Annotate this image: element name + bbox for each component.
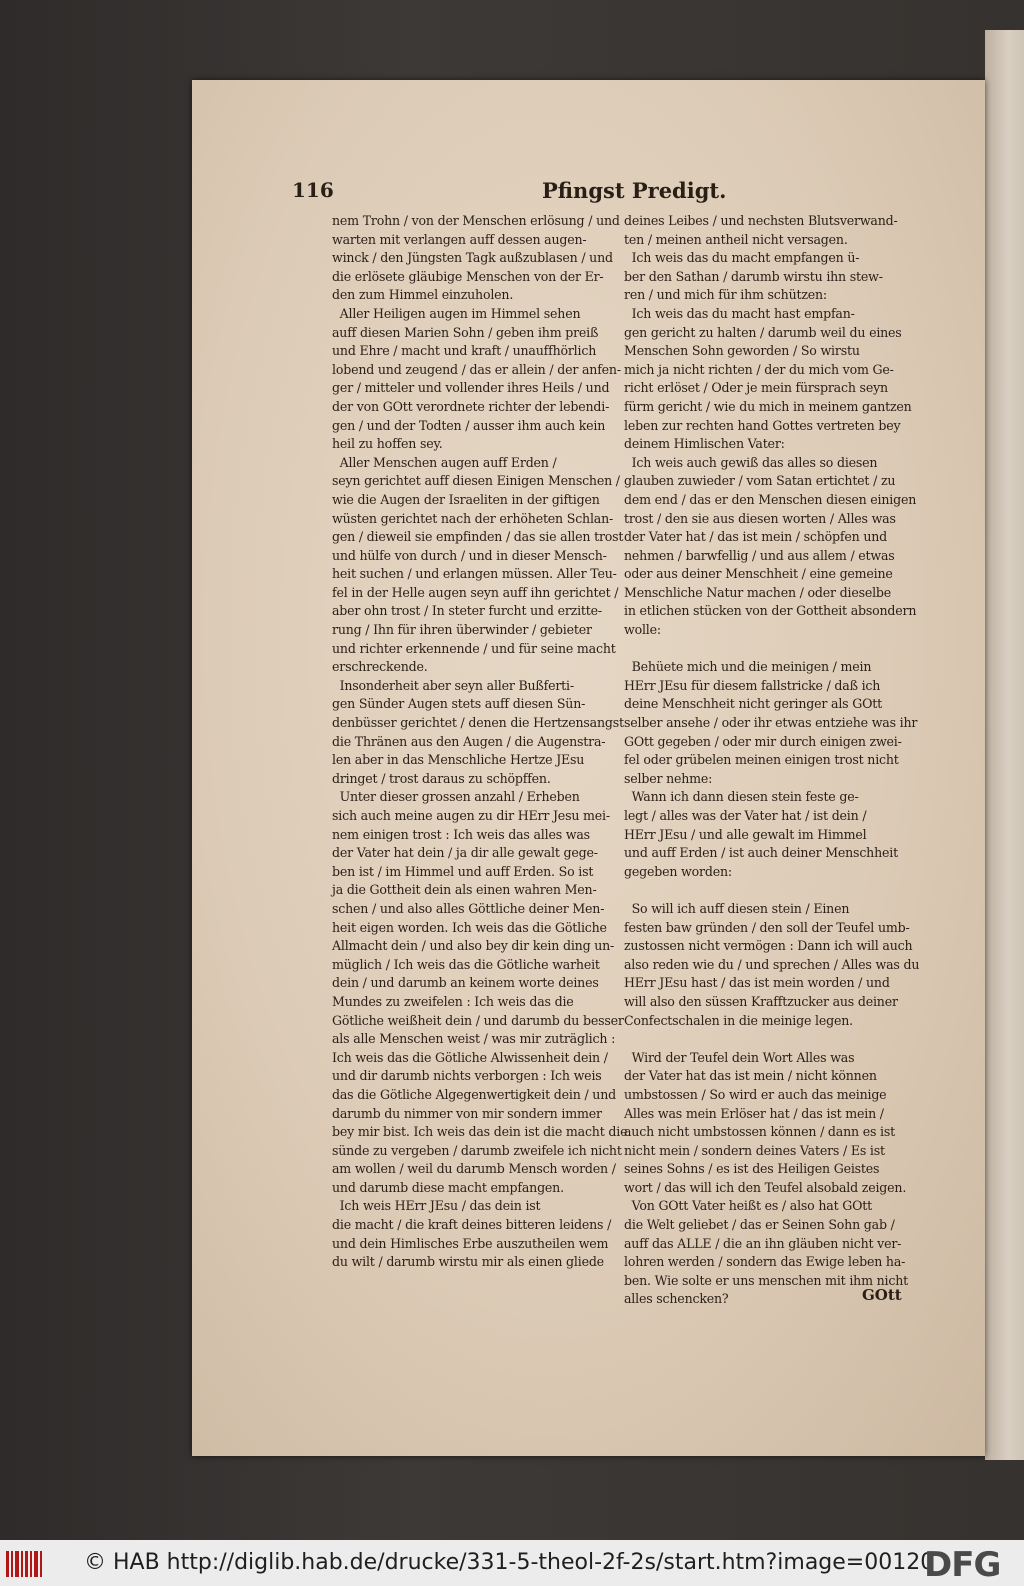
text-line: selber nehme: (624, 770, 713, 786)
text-line: du wilt / darumb wirstu mir als einen gliede (332, 1254, 604, 1270)
text-line: Allmacht dein / und also bey dir kein ding un- (332, 938, 615, 954)
text-line: Ich weis das du macht empfangen ü- (624, 250, 860, 266)
text-line: Ich weis HErr JEsu / das dein ist (332, 1198, 541, 1214)
text-line: und darumb diese macht empfangen. (332, 1179, 564, 1195)
text-line: das die Götliche Algegenwertigkeit dein / und (332, 1086, 616, 1102)
text-line: die erlösete gläubige Menschen von der Er- (332, 268, 604, 284)
text-line: denbüsser gerichtet / denen die Hertzensangst (332, 715, 624, 731)
text-line: wüsten gerichtet nach der erhöheten Schlan- (332, 510, 614, 526)
text-line: festen baw gründen / den soll der Teufel umb- (624, 919, 910, 935)
text-line: ren / und mich für ihm schützen: (624, 287, 827, 303)
text-line: die Welt geliebet / das er Seinen Sohn gab / (624, 1217, 895, 1233)
footer-credit-link[interactable]: © HAB http://diglib.hab.de/drucke/331-5-theol-2f-2s/start.htm?image=00120 (84, 1550, 935, 1575)
text-line: heit suchen / und erlangen müssen. Aller Teu- (332, 566, 617, 582)
text-line: schen / und also alles Göttliche deiner Men- (332, 900, 605, 916)
text-line: seines Sohns / es ist des Heiligen Geistes (624, 1161, 880, 1177)
text-line: dringet / trost daraus zu schöpffen. (332, 770, 551, 786)
text-line: Wird der Teufel dein Wort Alles was (624, 1049, 855, 1065)
text-line: und hülfe von durch / und in dieser Mensch- (332, 547, 607, 563)
text-line: der Vater hat das ist mein / nicht können (624, 1068, 877, 1084)
text-line: müglich / Ich weis das die Götliche warheit (332, 956, 600, 972)
next-page-edge (985, 30, 1024, 1460)
text-line: auch nicht umbstossen können / dann es ist (624, 1124, 895, 1140)
text-line: Ich weis das die Götliche Alwissenheit dein / (332, 1049, 608, 1065)
text-line: selber ansehe / oder ihr etwas entziehe was ihr (624, 715, 918, 731)
text-line: fürm gericht / wie du mich in meinem gantzen (624, 398, 912, 414)
text-line: will also den süssen Krafftzucker aus deiner (624, 993, 898, 1009)
text-line: Götliche weißheit dein / und darumb du besser (332, 1012, 624, 1028)
text-line: wie die Augen der Israeliten in der giftigen (332, 491, 600, 507)
text-line: als alle Menschen weist / was mir zuträglich : (332, 1031, 616, 1047)
text-line: nehmen / barwfellig / und aus allem / etwas (624, 547, 895, 563)
text-line: ben. Wie solte er uns menschen mit ihm nicht (624, 1272, 908, 1288)
barcode-icon (6, 1551, 44, 1577)
text-line: warten mit verlangen auff dessen augen- (332, 231, 587, 247)
text-line: deine Menschheit nicht geringer als GOtt (624, 696, 882, 712)
text-line (624, 1030, 906, 1049)
text-line: die Thränen aus den Augen / die Augenstra- (332, 733, 606, 749)
text-line: nem Trohn / von der Menschen erlösung / und (332, 213, 620, 228)
text-line: in etlichen stücken von der Gottheit absondern (624, 603, 917, 619)
text-line: gen Sünder Augen stets auff diesen Sün- (332, 696, 586, 712)
text-line (624, 640, 906, 659)
text-line: sich auch meine augen zu dir HErr Jesu mei- (332, 808, 610, 823)
text-line: gegeben worden: (624, 863, 732, 879)
text-line: nicht mein / sondern deines Vaters / Es ist (624, 1142, 885, 1158)
text-line: Menschen Sohn geworden / So wirstu (624, 343, 860, 359)
text-line: Von GOtt Vater heißt es / also hat GOtt (624, 1198, 872, 1214)
page-number: 116 (292, 178, 334, 202)
text-line: Insonderheit aber seyn aller Bußferti- (332, 677, 574, 693)
text-line: Unter dieser grossen anzahl / Erheben (332, 789, 580, 805)
text-line: trost / den sie aus diesen worten / Alles was (624, 510, 896, 526)
text-line: So will ich auff diesen stein / Einen (624, 900, 850, 916)
text-line: nem einigen trost : Ich weis das alles was (332, 826, 590, 842)
text-line: alles schencken? (624, 1291, 729, 1307)
catchword: GOtt (862, 1286, 902, 1304)
text-line: mich ja nicht richten / der du mich vom Ge- (624, 361, 894, 377)
text-line: ben ist / im Himmel und auff Erden. So ist (332, 863, 594, 879)
text-line: die macht / die kraft deines bitteren leidens / (332, 1217, 612, 1233)
text-line: erschreckende. (332, 659, 428, 675)
footer-bar (0, 1540, 1024, 1586)
text-line: sünde zu vergeben / darumb zweifele ich nicht (332, 1142, 622, 1158)
text-line: und dein Himlisches Erbe auszutheilen wem (332, 1235, 609, 1251)
text-line: ten / meinen antheil nicht versagen. (624, 231, 848, 247)
text-line: fel in der Helle augen seyn auff ihn gerichtet / (332, 584, 619, 600)
text-column-left (332, 212, 628, 1272)
text-line: ber den Sathan / darumb wirstu ihn stew- (624, 268, 883, 284)
text-line: Aller Heiligen augen im Himmel sehen (332, 305, 581, 321)
text-line: dein / und darumb an keinem worte deines (332, 975, 599, 991)
text-line: Wann ich dann diesen stein feste ge- (624, 789, 859, 805)
text-line: wort / das will ich den Teufel alsobald zeigen. (624, 1179, 907, 1195)
running-title: Pfingst Predigt. (542, 178, 727, 203)
text-column-right (624, 212, 920, 1309)
book-page (192, 80, 985, 1456)
text-line: den zum Himmel einzuholen. (332, 287, 514, 303)
text-line: gen gericht zu halten / darumb weil du eines (624, 324, 902, 340)
text-line: heit eigen worden. Ich weis das die Götliche (332, 919, 607, 935)
text-line: seyn gerichtet auff diesen Einigen Menschen / (332, 473, 620, 489)
text-line: Confectschalen in die meinige legen. (624, 1012, 853, 1028)
text-line: deinem Himlischen Vater: (624, 436, 785, 452)
text-line: wolle: (624, 622, 661, 638)
text-line: zustossen nicht vermögen : Dann ich will auch (624, 938, 913, 954)
text-line: HErr JEsu für diesem fallstricke / daß ich (624, 677, 881, 693)
text-line: winck / den Jüngsten Tagk außzublasen / und (332, 250, 613, 266)
dfg-logo: DFG (924, 1545, 1001, 1585)
text-line: gen / und der Todten / ausser ihm auch kein (332, 417, 606, 433)
text-line (624, 881, 906, 900)
text-line: gen / dieweil sie empfinden / das sie allen trost (332, 529, 624, 545)
text-line: ja die Gottheit dein als einen wahren Men- (332, 882, 597, 898)
text-line: HErr JEsu / und alle gewalt im Himmel (624, 826, 867, 842)
text-line: und dir darumb nichts verborgen : Ich weis (332, 1068, 602, 1084)
text-line: und Ehre / macht und kraft / unauffhörlich (332, 343, 597, 359)
text-line: Behüete mich und die meinigen / mein (624, 659, 872, 675)
text-line: am wollen / weil du darumb Mensch worden / (332, 1161, 616, 1177)
text-line: Menschliche Natur machen / oder dieselbe (624, 584, 892, 600)
text-line: der Vater hat / das ist mein / schöpfen und (624, 529, 888, 545)
text-line: len aber in das Menschliche Hertze JEsu (332, 752, 585, 768)
text-line: lobend und zeugend / das er allein / der anfen- (332, 361, 621, 377)
text-line: GOtt gegeben / oder mir durch einigen zwei- (624, 733, 902, 749)
text-line: Mundes zu zweifelen : Ich weis das die (332, 993, 574, 1009)
text-line: bey mir bist. Ich weis das dein ist die macht die (332, 1124, 628, 1140)
text-line: rung / Ihn für ihren überwinder / gebieter (332, 622, 592, 638)
text-line: und richter erkennende / und für seine macht (332, 640, 616, 656)
text-line: lohren werden / sondern das Ewige leben ha- (624, 1254, 906, 1270)
text-line: auff das ALLE / die an ihn gläuben nicht ver- (624, 1235, 902, 1251)
text-line: darumb du nimmer von mir sondern immer (332, 1105, 602, 1121)
page-header (292, 178, 907, 208)
text-line: Ich weis auch gewiß das alles so diesen (624, 454, 878, 470)
text-line: also reden wie du / und sprechen / Alles was du (624, 956, 920, 972)
text-line: ger / mitteler und vollender ihres Heils / und (332, 380, 610, 396)
text-line: legt / alles was der Vater hat / ist dein / (624, 808, 867, 823)
text-line: dem end / das er den Menschen diesen einigen (624, 491, 917, 507)
text-line: leben zur rechten hand Gottes vertreten bey (624, 417, 901, 433)
text-line: Ich weis das du macht hast empfan- (624, 305, 855, 321)
text-line: umbstossen / So wird er auch das meinige (624, 1086, 887, 1102)
text-line: Aller Menschen augen auff Erden / (332, 454, 557, 470)
text-line: richt erlöset / Oder je mein fürsprach seyn (624, 380, 888, 396)
text-line: und auff Erden / ist auch deiner Menschheit (624, 845, 898, 861)
text-line: oder aus deiner Menschheit / eine gemeine (624, 566, 893, 582)
text-line: auff diesen Marien Sohn / geben ihm preiß (332, 324, 599, 340)
text-line: Alles was mein Erlöser hat / das ist mein / (624, 1105, 884, 1121)
text-line: der von GOtt verordnete richter der lebendi- (332, 398, 610, 414)
text-line: HErr JEsu hast / das ist mein worden / und (624, 975, 890, 991)
text-line: der Vater hat dein / ja dir alle gewalt gege- (332, 845, 598, 861)
text-line: glauben zuwieder / vom Satan ertichtet / zu (624, 473, 896, 489)
text-line: heil zu hoffen sey. (332, 436, 443, 452)
text-line: deines Leibes / und nechsten Blutsverwand- (624, 213, 898, 228)
text-line: fel oder grübelen meinen einigen trost nicht (624, 752, 899, 768)
text-line: aber ohn trost / In steter furcht und erzitte- (332, 603, 602, 619)
